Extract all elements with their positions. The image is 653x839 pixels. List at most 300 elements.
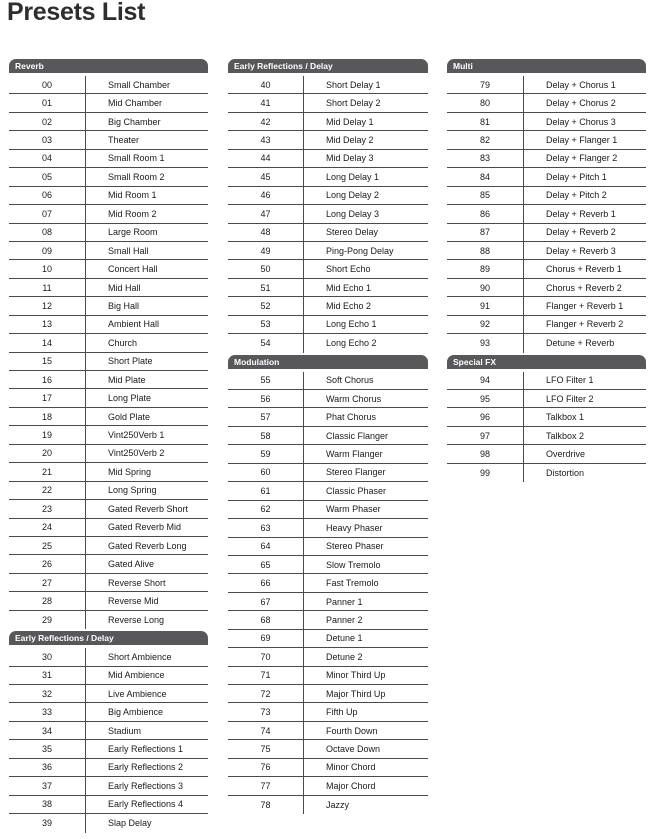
preset-number: 53 <box>228 316 304 333</box>
preset-number: 67 <box>228 593 304 610</box>
preset-number: 12 <box>9 297 86 314</box>
preset-name: Phat Chorus <box>326 412 377 423</box>
preset-number: 78 <box>228 796 304 814</box>
preset-row <box>228 408 428 426</box>
preset-row <box>228 796 428 814</box>
preset-row <box>447 76 646 94</box>
preset-row <box>9 205 208 223</box>
preset-number: 21 <box>9 463 86 480</box>
preset-name: Minor Chord <box>326 762 376 773</box>
preset-row <box>9 463 208 481</box>
preset-row <box>9 648 208 666</box>
preset-name: Early Reflections 2 <box>108 762 184 773</box>
preset-name: Small Room 1 <box>108 153 165 164</box>
preset-name: Major Chord <box>326 780 376 791</box>
preset-number: 13 <box>9 316 86 333</box>
preset-name: Reverse Long <box>108 614 165 625</box>
preset-row <box>9 592 208 610</box>
preset-name: Gated Alive <box>108 559 155 570</box>
preset-row <box>9 76 208 94</box>
preset-name: Live Ambience <box>108 688 167 699</box>
preset-row <box>9 722 208 740</box>
preset-name: Small Room 2 <box>108 171 165 182</box>
preset-name: LFO Filter 2 <box>546 393 594 404</box>
preset-number: 29 <box>9 611 86 629</box>
preset-name: Delay + Chorus 2 <box>546 98 616 109</box>
preset-row <box>447 187 646 205</box>
preset-name: Warm Chorus <box>326 393 382 404</box>
preset-name: Fourth Down <box>326 725 378 736</box>
preset-name: Stereo Phaser <box>326 541 384 552</box>
preset-row <box>228 113 428 131</box>
preset-number: 94 <box>447 372 524 389</box>
preset-name: Concert Hall <box>108 264 158 275</box>
preset-row <box>9 242 208 260</box>
preset-number: 46 <box>228 187 304 204</box>
preset-number: 74 <box>228 722 304 739</box>
preset-number: 24 <box>9 519 86 536</box>
preset-name: Stadium <box>108 725 142 736</box>
preset-row <box>228 722 428 740</box>
preset-row <box>228 519 428 537</box>
preset-name: Talkbox 1 <box>546 412 585 423</box>
preset-row <box>447 297 646 315</box>
preset-name: Delay + Flanger 2 <box>546 153 618 164</box>
preset-number: 80 <box>447 94 524 111</box>
preset-name: Vint250Verb 2 <box>108 448 165 459</box>
preset-row <box>447 260 646 278</box>
preset-row <box>228 685 428 703</box>
preset-name: Mid Room 1 <box>108 190 157 201</box>
preset-row <box>228 279 428 297</box>
preset-name: Ambient Hall <box>108 319 160 330</box>
preset-number: 98 <box>447 445 524 462</box>
preset-number: 66 <box>228 574 304 591</box>
preset-row <box>9 371 208 389</box>
preset-row <box>9 297 208 315</box>
preset-row <box>228 316 428 334</box>
preset-name: Mid Plate <box>108 374 146 385</box>
preset-number: 07 <box>9 205 86 222</box>
preset-name: Fifth Up <box>326 707 358 718</box>
preset-row <box>9 279 208 297</box>
preset-number: 76 <box>228 759 304 776</box>
preset-row <box>447 464 646 482</box>
section-header: Modulation <box>228 355 428 369</box>
preset-name: Minor Third Up <box>326 670 386 681</box>
preset-number: 93 <box>447 334 524 352</box>
preset-row <box>228 187 428 205</box>
preset-name: Stereo Flanger <box>326 467 386 478</box>
preset-row <box>447 427 646 445</box>
preset-number: 90 <box>447 279 524 296</box>
preset-row <box>228 667 428 685</box>
preset-number: 44 <box>228 150 304 167</box>
preset-number: 87 <box>447 224 524 241</box>
preset-row <box>447 242 646 260</box>
preset-number: 51 <box>228 279 304 296</box>
preset-row <box>447 334 646 352</box>
preset-number: 55 <box>228 372 304 389</box>
preset-name: Flanger + Reverb 2 <box>546 319 624 330</box>
preset-number: 40 <box>228 76 304 93</box>
preset-number: 50 <box>228 260 304 277</box>
preset-row <box>447 445 646 463</box>
preset-number: 65 <box>228 556 304 573</box>
preset-row <box>228 76 428 94</box>
preset-name: Detune + Reverb <box>546 338 615 349</box>
preset-row <box>228 445 428 463</box>
preset-row <box>228 593 428 611</box>
preset-row <box>228 611 428 629</box>
preset-name: Gold Plate <box>108 411 151 422</box>
preset-name: Warm Phaser <box>326 504 381 515</box>
preset-name: Theater <box>108 135 140 146</box>
preset-row <box>228 94 428 112</box>
preset-name: Mid Chamber <box>108 98 163 109</box>
preset-name: Mid Room 2 <box>108 208 157 219</box>
preset-row <box>447 408 646 426</box>
preset-row <box>9 353 208 371</box>
preset-number: 79 <box>447 76 524 93</box>
preset-row <box>228 464 428 482</box>
preset-name: Panner 2 <box>326 614 363 625</box>
preset-row <box>9 482 208 500</box>
preset-number: 02 <box>9 113 86 130</box>
preset-number: 42 <box>228 113 304 130</box>
preset-name: Slow Tremolo <box>326 559 381 570</box>
preset-row <box>228 630 428 648</box>
preset-row <box>9 500 208 518</box>
preset-name: Small Chamber <box>108 79 171 90</box>
preset-row <box>447 168 646 186</box>
preset-name: Big Ambience <box>108 707 164 718</box>
preset-name: Vint250Verb 1 <box>108 430 165 441</box>
preset-number: 77 <box>228 777 304 794</box>
preset-number: 31 <box>9 667 86 684</box>
preset-section <box>228 355 428 815</box>
preset-name: Big Hall <box>108 300 140 311</box>
preset-name: Short Delay 1 <box>326 79 381 90</box>
preset-row <box>447 224 646 242</box>
preset-number: 34 <box>9 722 86 739</box>
preset-row <box>228 260 428 278</box>
page-title: Presets List <box>7 0 146 26</box>
preset-number: 45 <box>228 168 304 185</box>
preset-row <box>9 187 208 205</box>
preset-row <box>9 334 208 352</box>
preset-number: 01 <box>9 94 86 111</box>
preset-name: Panner 1 <box>326 596 363 607</box>
preset-row <box>228 648 428 666</box>
preset-name: Gated Reverb Long <box>108 540 187 551</box>
preset-name: Small Hall <box>108 245 149 256</box>
preset-row <box>228 501 428 519</box>
preset-row <box>9 555 208 573</box>
preset-number: 23 <box>9 500 86 517</box>
preset-number: 81 <box>447 113 524 130</box>
preset-row <box>9 796 208 814</box>
preset-name: Short Echo <box>326 264 371 275</box>
preset-name: Flanger + Reverb 1 <box>546 300 624 311</box>
preset-name: Soft Chorus <box>326 375 374 386</box>
preset-number: 15 <box>9 353 86 370</box>
preset-name: Short Ambience <box>108 651 172 662</box>
preset-name: Mid Echo 2 <box>326 300 372 311</box>
preset-name: Early Reflections 4 <box>108 799 184 810</box>
preset-number: 36 <box>9 759 86 776</box>
preset-name: Long Echo 2 <box>326 338 377 349</box>
preset-number: 88 <box>447 242 524 259</box>
preset-row <box>228 574 428 592</box>
preset-row <box>228 205 428 223</box>
preset-row <box>9 537 208 555</box>
preset-row <box>228 427 428 445</box>
preset-name: Delay + Pitch 2 <box>546 190 607 201</box>
preset-row <box>9 260 208 278</box>
preset-number: 04 <box>9 150 86 167</box>
preset-name: Early Reflections 3 <box>108 780 184 791</box>
preset-row <box>228 740 428 758</box>
preset-number: 33 <box>9 703 86 720</box>
preset-section <box>9 59 208 629</box>
preset-name: Long Spring <box>108 485 157 496</box>
preset-number: 35 <box>9 740 86 757</box>
preset-name: Mid Spring <box>108 466 152 477</box>
preset-row <box>447 390 646 408</box>
preset-name: Delay + Reverb 2 <box>546 227 616 238</box>
preset-row <box>447 131 646 149</box>
preset-number: 99 <box>447 464 524 482</box>
preset-name: Distortion <box>546 467 585 478</box>
preset-name: Large Room <box>108 227 158 238</box>
preset-name: Fast Tremolo <box>326 578 379 589</box>
preset-name: Overdrive <box>546 449 586 460</box>
preset-number: 26 <box>9 555 86 572</box>
section-header: Early Reflections / Delay <box>228 59 428 73</box>
preset-name: Long Echo 1 <box>326 319 377 330</box>
preset-name: Chorus + Reverb 2 <box>546 282 622 293</box>
preset-row <box>9 131 208 149</box>
preset-row <box>228 131 428 149</box>
preset-number: 62 <box>228 501 304 518</box>
preset-number: 32 <box>9 685 86 702</box>
preset-number: 03 <box>9 131 86 148</box>
preset-number: 10 <box>9 260 86 277</box>
preset-row <box>9 113 208 131</box>
preset-name: Short Delay 2 <box>326 98 381 109</box>
preset-row <box>228 372 428 390</box>
preset-number: 58 <box>228 427 304 444</box>
preset-number: 71 <box>228 667 304 684</box>
preset-number: 59 <box>228 445 304 462</box>
preset-number: 38 <box>9 796 86 813</box>
preset-row <box>9 168 208 186</box>
preset-name: LFO Filter 1 <box>546 375 594 386</box>
preset-name: Stereo Delay <box>326 227 379 238</box>
preset-row <box>9 740 208 758</box>
preset-number: 37 <box>9 777 86 794</box>
preset-name: Detune 2 <box>326 651 363 662</box>
preset-number: 28 <box>9 592 86 609</box>
preset-row <box>9 316 208 334</box>
preset-number: 19 <box>9 426 86 443</box>
preset-name: Ping-Pong Delay <box>326 245 394 256</box>
preset-name: Mid Echo 1 <box>326 282 372 293</box>
preset-name: Talkbox 2 <box>546 430 585 441</box>
preset-name: Church <box>108 337 138 348</box>
preset-number: 14 <box>9 334 86 351</box>
preset-name: Delay + Chorus 1 <box>546 79 616 90</box>
preset-name: Mid Hall <box>108 282 141 293</box>
preset-number: 61 <box>228 482 304 499</box>
preset-row <box>228 150 428 168</box>
preset-number: 52 <box>228 297 304 314</box>
preset-number: 82 <box>447 131 524 148</box>
preset-row <box>228 482 428 500</box>
preset-name: Gated Reverb Short <box>108 503 189 514</box>
preset-name: Major Third Up <box>326 688 386 699</box>
preset-number: 39 <box>9 814 86 832</box>
preset-row <box>228 242 428 260</box>
preset-number: 05 <box>9 168 86 185</box>
preset-section <box>447 355 646 483</box>
preset-number: 09 <box>9 242 86 259</box>
preset-number: 06 <box>9 187 86 204</box>
preset-row <box>228 556 428 574</box>
preset-row <box>9 445 208 463</box>
preset-name: Classic Flanger <box>326 430 389 441</box>
preset-row <box>9 814 208 832</box>
preset-row <box>228 334 428 352</box>
preset-number: 25 <box>9 537 86 554</box>
preset-number: 57 <box>228 408 304 425</box>
preset-row <box>228 224 428 242</box>
preset-row <box>9 94 208 112</box>
preset-number: 86 <box>447 205 524 222</box>
preset-name: Delay + Reverb 1 <box>546 208 616 219</box>
preset-name: Big Chamber <box>108 116 161 127</box>
preset-number: 43 <box>228 131 304 148</box>
preset-number: 56 <box>228 390 304 407</box>
preset-number: 49 <box>228 242 304 259</box>
preset-row <box>9 224 208 242</box>
preset-name: Long Delay 3 <box>326 208 380 219</box>
preset-number: 41 <box>228 94 304 111</box>
preset-name: Reverse Short <box>108 577 166 588</box>
preset-number: 47 <box>228 205 304 222</box>
preset-number: 11 <box>9 279 86 296</box>
preset-row <box>9 150 208 168</box>
preset-row <box>9 611 208 629</box>
preset-row <box>447 150 646 168</box>
preset-number: 69 <box>228 630 304 647</box>
column-3 <box>447 59 646 482</box>
preset-row <box>9 667 208 685</box>
preset-number: 83 <box>447 150 524 167</box>
preset-row <box>228 297 428 315</box>
preset-number: 64 <box>228 538 304 555</box>
preset-row <box>9 685 208 703</box>
preset-number: 75 <box>228 740 304 757</box>
preset-row <box>9 759 208 777</box>
preset-row <box>9 703 208 721</box>
preset-number: 54 <box>228 334 304 352</box>
preset-name: Delay + Flanger 1 <box>546 135 618 146</box>
section-header: Reverb <box>9 59 208 73</box>
column-1 <box>9 59 208 833</box>
preset-name: Mid Delay 3 <box>326 153 374 164</box>
preset-number: 91 <box>447 297 524 314</box>
preset-number: 89 <box>447 260 524 277</box>
preset-number: 73 <box>228 703 304 720</box>
preset-name: Reverse Mid <box>108 595 159 606</box>
preset-number: 27 <box>9 574 86 591</box>
preset-number: 84 <box>447 168 524 185</box>
preset-number: 63 <box>228 519 304 536</box>
preset-number: 22 <box>9 482 86 499</box>
preset-number: 85 <box>447 187 524 204</box>
preset-name: Slap Delay <box>108 818 152 829</box>
preset-row <box>9 777 208 795</box>
preset-number: 97 <box>447 427 524 444</box>
preset-name: Mid Ambience <box>108 670 165 681</box>
preset-number: 60 <box>228 464 304 481</box>
preset-name: Long Delay 2 <box>326 190 380 201</box>
preset-name: Jazzy <box>326 799 350 810</box>
preset-name: Mid Delay 1 <box>326 116 374 127</box>
preset-name: Long Delay 1 <box>326 171 380 182</box>
preset-number: 18 <box>9 408 86 425</box>
preset-section <box>9 631 208 832</box>
preset-name: Octave Down <box>326 744 381 755</box>
preset-row <box>447 94 646 112</box>
preset-section <box>447 59 646 353</box>
preset-name: Short Plate <box>108 356 153 367</box>
preset-name: Mid Delay 2 <box>326 135 374 146</box>
preset-name: Gated Reverb Mid <box>108 522 182 533</box>
preset-number: 20 <box>9 445 86 462</box>
preset-name: Early Reflections 1 <box>108 744 184 755</box>
section-header: Multi <box>447 59 646 73</box>
preset-name: Warm Flanger <box>326 449 383 460</box>
column-2 <box>228 59 428 814</box>
preset-name: Delay + Reverb 3 <box>546 245 616 256</box>
preset-row <box>228 168 428 186</box>
preset-row <box>447 205 646 223</box>
preset-row <box>228 703 428 721</box>
preset-name: Delay + Pitch 1 <box>546 171 607 182</box>
preset-section <box>228 59 428 353</box>
preset-row <box>9 574 208 592</box>
preset-row <box>228 390 428 408</box>
preset-number: 48 <box>228 224 304 241</box>
preset-number: 96 <box>447 408 524 425</box>
preset-number: 68 <box>228 611 304 628</box>
preset-number: 92 <box>447 316 524 333</box>
preset-row <box>228 777 428 795</box>
preset-row <box>447 316 646 334</box>
preset-row <box>447 113 646 131</box>
preset-name: Delay + Chorus 3 <box>546 116 616 127</box>
preset-number: 08 <box>9 224 86 241</box>
preset-row <box>9 408 208 426</box>
preset-number: 72 <box>228 685 304 702</box>
preset-row <box>9 426 208 444</box>
preset-name: Chorus + Reverb 1 <box>546 264 622 275</box>
preset-number: 16 <box>9 371 86 388</box>
preset-row <box>447 279 646 297</box>
